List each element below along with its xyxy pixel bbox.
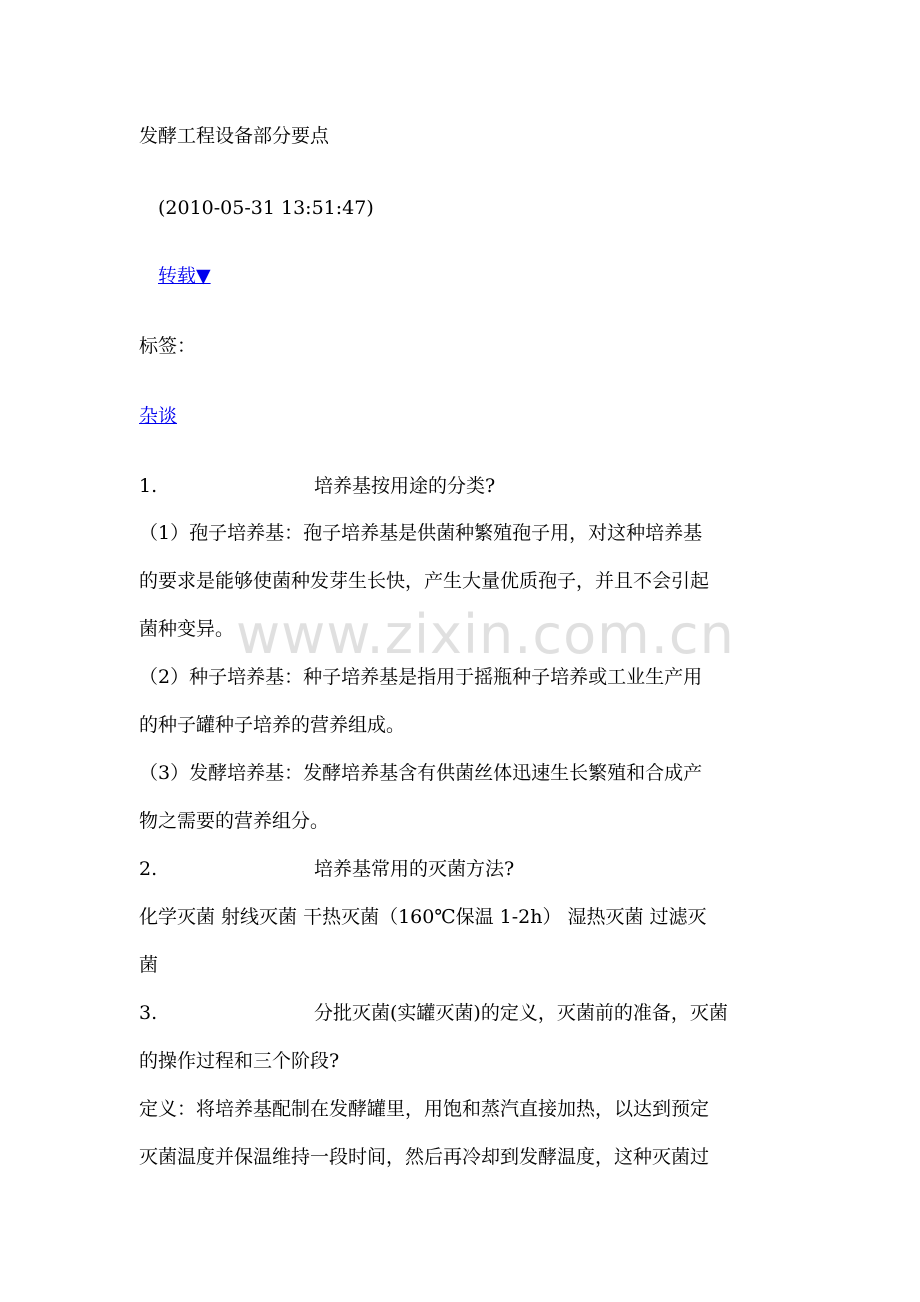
text-line: （3）发酵培养基：发酵培养基含有供菌丝体迅速生长繁殖和合成产 [139,762,703,784]
watermark: www.zixin.com.cn [236,603,735,666]
text-line: 的操作过程和三个阶段? [139,1050,340,1072]
text-line: 物之需要的营养组分。 [139,810,330,832]
question-title: 培养基常用的灭菌方法? [314,858,515,880]
text-line: （1）孢子培养基：孢子培养基是供菌种繁殖孢子用，对这种培养基 [139,522,703,544]
question-1 [139,474,495,498]
text-line: 定义：将培养基配制在发酵罐里，用饱和蒸汽直接加热，以达到预定 [139,1098,710,1120]
question-number: 2. [139,858,158,880]
question-number: 1. [139,475,158,497]
text-line: 的种子罐种子培养的营养组成。 [139,714,406,736]
question-3 [139,1001,728,1025]
page-title: 发酵工程设备部分要点 [139,125,330,147]
text-line: 菌 [139,954,159,976]
text-line: （2）种子培养基：种子培养基是指用于摇瓶种子培养或工业生产用 [139,666,703,688]
tag-link[interactable]: 杂谈 [139,405,178,427]
text-line: 灭菌温度并保温维持一段时间，然后再冷却到发酵温度，这种灭菌过 [139,1146,710,1168]
question-2 [139,857,514,881]
text-line: 菌种变异。 [139,618,235,640]
post-datetime: (2010-05-31 13:51:47) [158,197,374,219]
repost-link[interactable]: 转载▼ [158,265,211,287]
question-number: 3. [139,1002,158,1024]
text-line: 化学灭菌 射线灭菌 干热灭菌（160℃保温 1-2h） 湿热灭菌 过滤灭 [139,906,707,928]
text-line: 的要求是能够使菌种发芽生长快，产生大量优质孢子，并且不会引起 [139,570,710,592]
tags-label: 标签： [139,335,197,357]
question-title: 培养基按用途的分类? [314,475,496,497]
question-title: 分批灭菌(实罐灭菌)的定义，灭菌前的准备，灭菌 [314,1002,728,1024]
